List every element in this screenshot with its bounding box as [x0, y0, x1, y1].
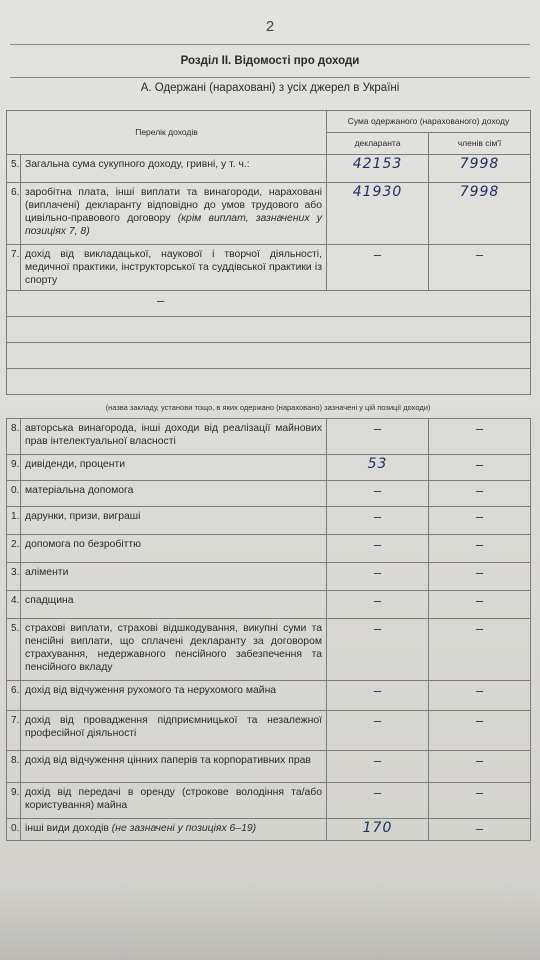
family-value: – [429, 563, 531, 591]
row-number: 6. [7, 681, 21, 711]
family-value: – [429, 419, 531, 455]
row-description: дохід від відчуження рухомого та нерухомого майна [21, 681, 327, 711]
photo-shadow [0, 880, 540, 960]
declarant-value: – [327, 751, 429, 783]
row-description [21, 819, 327, 841]
row-description: страхові виплати, страхові відшкодування, викупні суми та пенсійні виплати, що сплачені декларанту за договором страхування, недержавного пенсійного забезпечення та пенсійного вкладу [21, 619, 327, 681]
table-row [7, 681, 531, 711]
row-description: дохід від відчуження цінних паперів та корпоративних прав [21, 751, 327, 783]
family-value: 7998 [429, 183, 531, 245]
row-number: 1. [7, 507, 21, 535]
declarant-value: 53 [327, 455, 429, 481]
row-description: допомога по безробіттю [21, 535, 327, 563]
row-number: 2. [7, 535, 21, 563]
family-value: – [429, 455, 531, 481]
family-value: – [429, 681, 531, 711]
row-number: 5. [7, 619, 21, 681]
row-description: дарунки, призи, виграші [21, 507, 327, 535]
row-number: 0. [7, 481, 21, 507]
family-value: – [429, 783, 531, 819]
table-row [7, 819, 531, 841]
subsection-title: А. Одержані (нараховані) з усіх джерел в Україні [140, 82, 400, 94]
row-number: 8. [7, 419, 21, 455]
family-value: 7998 [429, 155, 531, 183]
row-description: аліменти [21, 563, 327, 591]
row-description-note: (крім виплат, зазначених у позиціях 7, 8) [25, 213, 322, 237]
blank-line [7, 369, 531, 395]
row-description: дохід від передачі в оренду (строкове володіння та/або користування) майна [21, 783, 327, 819]
table-row [7, 535, 531, 563]
blank-line [7, 291, 531, 317]
table-row [7, 481, 531, 507]
row-number: 6. [7, 183, 21, 245]
row-description-text: заробітна плата, інші виплати та винагороди, нараховані (виплачені) декларанту відповідно до умов трудового або цивільно-правового договору [25, 187, 322, 224]
declarant-value: – [327, 681, 429, 711]
table-row [7, 783, 531, 819]
declarant-value: – [327, 507, 429, 535]
table-row [7, 563, 531, 591]
blank-line [7, 317, 531, 343]
row-number: 9. [7, 455, 21, 481]
family-value: – [429, 245, 531, 291]
row-number: 4. [7, 591, 21, 619]
row-number: 7. [7, 245, 21, 291]
family-value: – [429, 819, 531, 841]
row-number: 3. [7, 563, 21, 591]
table-row [7, 183, 531, 245]
family-value: – [429, 591, 531, 619]
row-description: авторська винагорода, інші доходи від реалізації майнових прав інтелектуальної власності [21, 419, 327, 455]
declarant-value: 42153 [327, 155, 429, 183]
row-number: 0. [7, 819, 21, 841]
page-number: 2 [265, 18, 275, 35]
row-description-text: інші види доходів [25, 823, 109, 834]
family-value: – [429, 481, 531, 507]
row-description: спадщина [21, 591, 327, 619]
row-number: 8. [7, 751, 21, 783]
table-row [7, 751, 531, 783]
list-header: Перелік доходів [7, 111, 327, 155]
declarant-value: – [327, 619, 429, 681]
row-description: дохід від викладацької, наукової і творчої діяльності, медичної практики, інструкторської та суддівської практики із спорту [21, 245, 327, 291]
blank-line [7, 343, 531, 369]
table-row [7, 245, 531, 291]
declarant-value: – [327, 591, 429, 619]
declarant-value: – [327, 481, 429, 507]
table-row [7, 591, 531, 619]
family-header: членів сім'ї [429, 133, 531, 155]
row-number: 5. [7, 155, 21, 183]
blank-mark: – [7, 291, 531, 317]
table-row [7, 507, 531, 535]
declarant-value: 170 [327, 819, 429, 841]
row-description-note: (не зазначені у позиціях 6–19) [111, 823, 257, 834]
row-description: Загальна сума сукупного доходу, гривні, у т. ч.: [21, 155, 327, 183]
declarant-value: – [327, 563, 429, 591]
income-table-top [6, 110, 531, 395]
family-value: – [429, 535, 531, 563]
table-row [7, 155, 531, 183]
declarant-value: 41930 [327, 183, 429, 245]
row-number: 7. [7, 711, 21, 751]
table-row [7, 619, 531, 681]
sum-header: Сума одержаного (нарахованого) доходу [327, 111, 531, 133]
row-description: матеріальна допомога [21, 481, 327, 507]
declarant-value: – [327, 419, 429, 455]
declarant-header: декларанта [327, 133, 429, 155]
blank-caption: (назва закладу, установи тощо, в яких одержано (нараховано) зазначені у цій позиції доходи) [105, 403, 431, 412]
row-description [21, 183, 327, 245]
declarant-value: – [327, 783, 429, 819]
family-value: – [429, 751, 531, 783]
table-row [7, 711, 531, 751]
section-title: Розділ II. Відомості про доходи [10, 44, 530, 78]
income-table-bottom [6, 418, 531, 841]
family-value: – [429, 711, 531, 751]
row-description: дохід від провадження підприємницької та незалежної професійної діяльності [21, 711, 327, 751]
declarant-value: – [327, 535, 429, 563]
family-value: – [429, 507, 531, 535]
row-description: дивіденди, проценти [21, 455, 327, 481]
family-value: – [429, 619, 531, 681]
declarant-value: – [327, 245, 429, 291]
row-number: 9. [7, 783, 21, 819]
table-row [7, 419, 531, 455]
declarant-value: – [327, 711, 429, 751]
table-row [7, 455, 531, 481]
